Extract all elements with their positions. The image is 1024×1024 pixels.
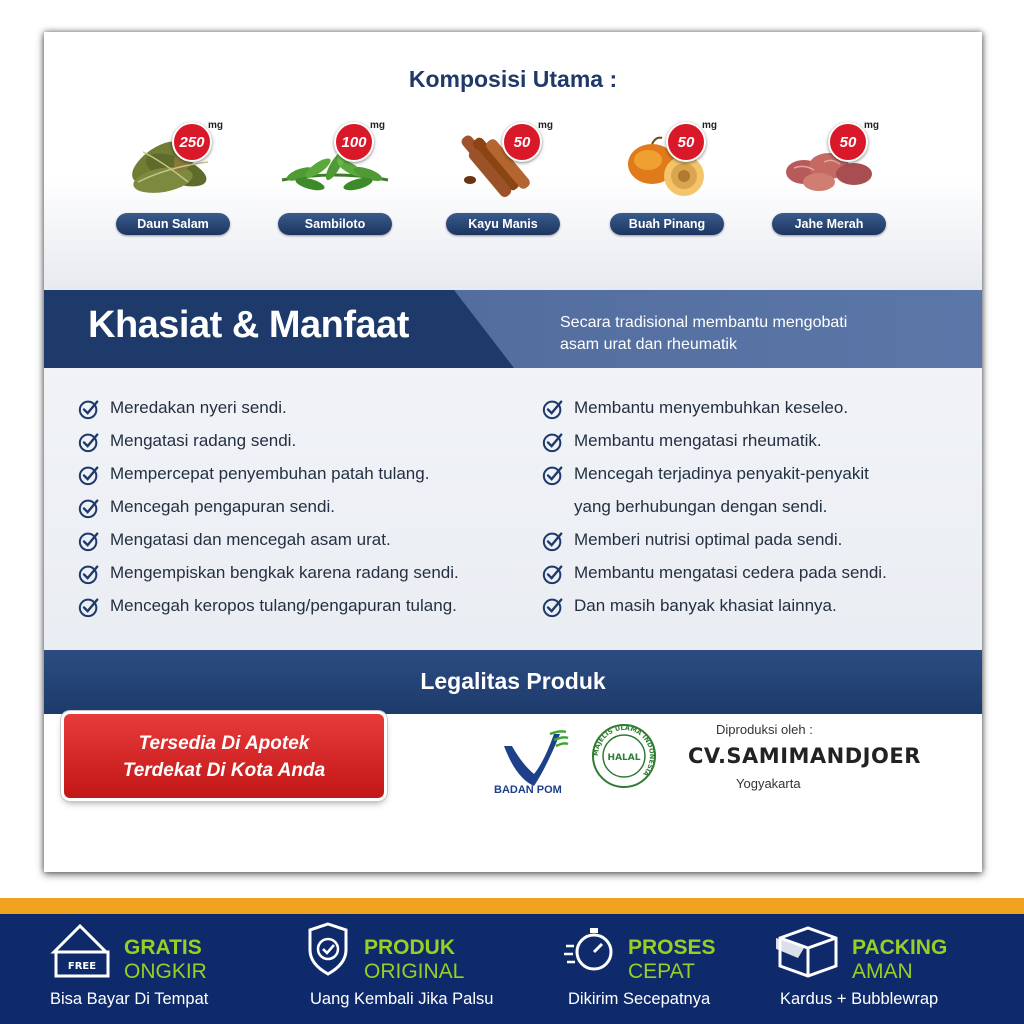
feature-subtitle: ORIGINAL (364, 960, 465, 983)
benefit-text: Membantu mengatasi cedera pada sendi. (574, 563, 887, 582)
benefit-item (542, 559, 887, 592)
feature-title: GRATIS (124, 936, 202, 959)
check-circle-icon (542, 398, 564, 420)
feature-safe-packing (776, 914, 1006, 1024)
dose-unit: mg (702, 120, 717, 131)
available-line: Terdekat Di Kota Anda (122, 760, 326, 781)
feature-title: PROSES (628, 936, 716, 959)
check-circle-icon (78, 398, 100, 420)
badan-pom-label: BADAN POM (494, 784, 562, 796)
benefit-text: Membantu mengatasi rheumatik. (574, 431, 822, 450)
composition-title: Komposisi Utama : (408, 66, 618, 92)
producer-city: Yogyakarta (736, 776, 801, 791)
benefit-item (542, 460, 887, 493)
benefit-text: Meredakan nyeri sendi. (110, 398, 287, 417)
check-circle-icon (78, 596, 100, 618)
available-line: Tersedia Di Apotek (138, 733, 310, 754)
ingredient-label: Buah Pinang (610, 213, 724, 235)
dose-badge: 100 (334, 122, 374, 162)
benefit-text: Mencegah pengapuran sendi. (110, 497, 335, 516)
check-circle-icon (542, 530, 564, 552)
box-package-icon (776, 918, 840, 980)
halal-label: HALAL (607, 753, 641, 763)
feature-title: PRODUK (364, 936, 456, 959)
ingredient-item (440, 122, 570, 242)
check-circle-icon (78, 563, 100, 585)
benefits-list-right (542, 394, 887, 625)
check-circle-icon (542, 464, 564, 486)
ingredient-label: Kayu Manis (446, 213, 560, 235)
benefit-text: Membantu menyembuhkan keseleo. (574, 398, 849, 417)
benefit-text: Mempercepat penyembuhan patah tulang. (110, 464, 430, 483)
benefit-text: yang berhubungan dengan sendi. (574, 497, 828, 516)
feature-description: Kardus + Bubblewrap (780, 990, 939, 1008)
feature-free-shipping (48, 914, 268, 1024)
check-circle-icon (78, 431, 100, 453)
dose-badge: 50 (502, 122, 542, 162)
benefits-subtitle-line: asam urat dan rheumatik (560, 336, 737, 353)
mui-ring-text: MAJELIS ULAMA INDONESIA (591, 723, 657, 778)
benefits-list-left (78, 394, 459, 625)
benefit-item (78, 460, 459, 493)
dose-unit: mg (370, 120, 385, 131)
shield-check-icon (306, 918, 370, 980)
benefit-text: Mengatasi radang sendi. (110, 431, 297, 450)
ingredient-item (272, 122, 402, 242)
feature-subtitle: ONGKIR (124, 960, 207, 983)
benefit-text: Memberi nutrisi optimal pada sendi. (574, 530, 843, 549)
benefit-item-continued (542, 493, 887, 526)
feature-subtitle: CEPAT (628, 960, 695, 983)
legality-title: Legalitas Produk (420, 668, 606, 694)
feature-title: PACKING (852, 936, 948, 959)
ingredient-item (604, 122, 734, 242)
check-circle-icon (542, 596, 564, 618)
produced-by-label: Diproduksi oleh : (716, 722, 813, 737)
benefit-item (78, 394, 459, 427)
free-badge-text: FREE (67, 961, 97, 972)
benefits-subtitle-line: Secara tradisional membantu mengobati (560, 314, 848, 331)
feature-original-product (306, 914, 546, 1024)
benefit-item (78, 592, 459, 625)
halal-mui-logo-icon (590, 722, 658, 790)
feature-fast-process (564, 914, 764, 1024)
feature-description: Uang Kembali Jika Palsu (310, 990, 494, 1008)
check-circle-icon (542, 563, 564, 585)
feature-description: Dikirim Secepatnya (568, 990, 711, 1008)
benefits-title: Khasiat & Manfaat (88, 304, 409, 346)
ingredient-item (766, 122, 896, 242)
ingredient-label: Daun Salam (116, 213, 230, 235)
dose-badge: 250 (172, 122, 212, 162)
benefit-item (78, 493, 459, 526)
benefit-text: Mengempiskan bengkak karena radang sendi. (110, 563, 459, 582)
benefit-item (542, 427, 887, 460)
check-circle-icon (78, 530, 100, 552)
check-circle-icon (78, 464, 100, 486)
dose-unit: mg (208, 120, 223, 131)
benefit-text: Mencegah terjadinya penyakit-penyakit (574, 464, 869, 483)
benefit-item (78, 526, 459, 559)
benefit-text: Dan masih banyak khasiat lainnya. (574, 596, 837, 615)
feature-description: Bisa Bayar Di Tempat (50, 990, 209, 1008)
ingredient-item (110, 122, 240, 242)
check-circle-icon (78, 497, 100, 519)
benefit-item (78, 427, 459, 460)
feature-subtitle: AMAN (852, 960, 913, 983)
benefit-item (542, 394, 887, 427)
dose-badge: 50 (666, 122, 706, 162)
benefit-item (542, 526, 887, 559)
dose-unit: mg (538, 120, 553, 131)
free-shipping-ticket-icon (48, 918, 112, 980)
dose-unit: mg (864, 120, 879, 131)
benefit-item (78, 559, 459, 592)
available-at-pharmacy-button[interactable] (64, 714, 384, 798)
dose-badge: 50 (828, 122, 868, 162)
ingredient-label: Sambiloto (278, 213, 392, 235)
benefit-text: Mengatasi dan mencegah asam urat. (110, 530, 391, 549)
benefit-text: Mencegah keropos tulang/pengapuran tulang. (110, 596, 457, 615)
footer-accent-stripe (0, 898, 1024, 914)
benefit-item (542, 592, 887, 625)
check-circle-icon (542, 431, 564, 453)
ingredient-label: Jahe Merah (772, 213, 886, 235)
producer-name: CV.SAMIMANDJOER (688, 744, 921, 768)
stopwatch-fast-icon (564, 918, 628, 980)
benefits-subtitle (560, 312, 960, 356)
